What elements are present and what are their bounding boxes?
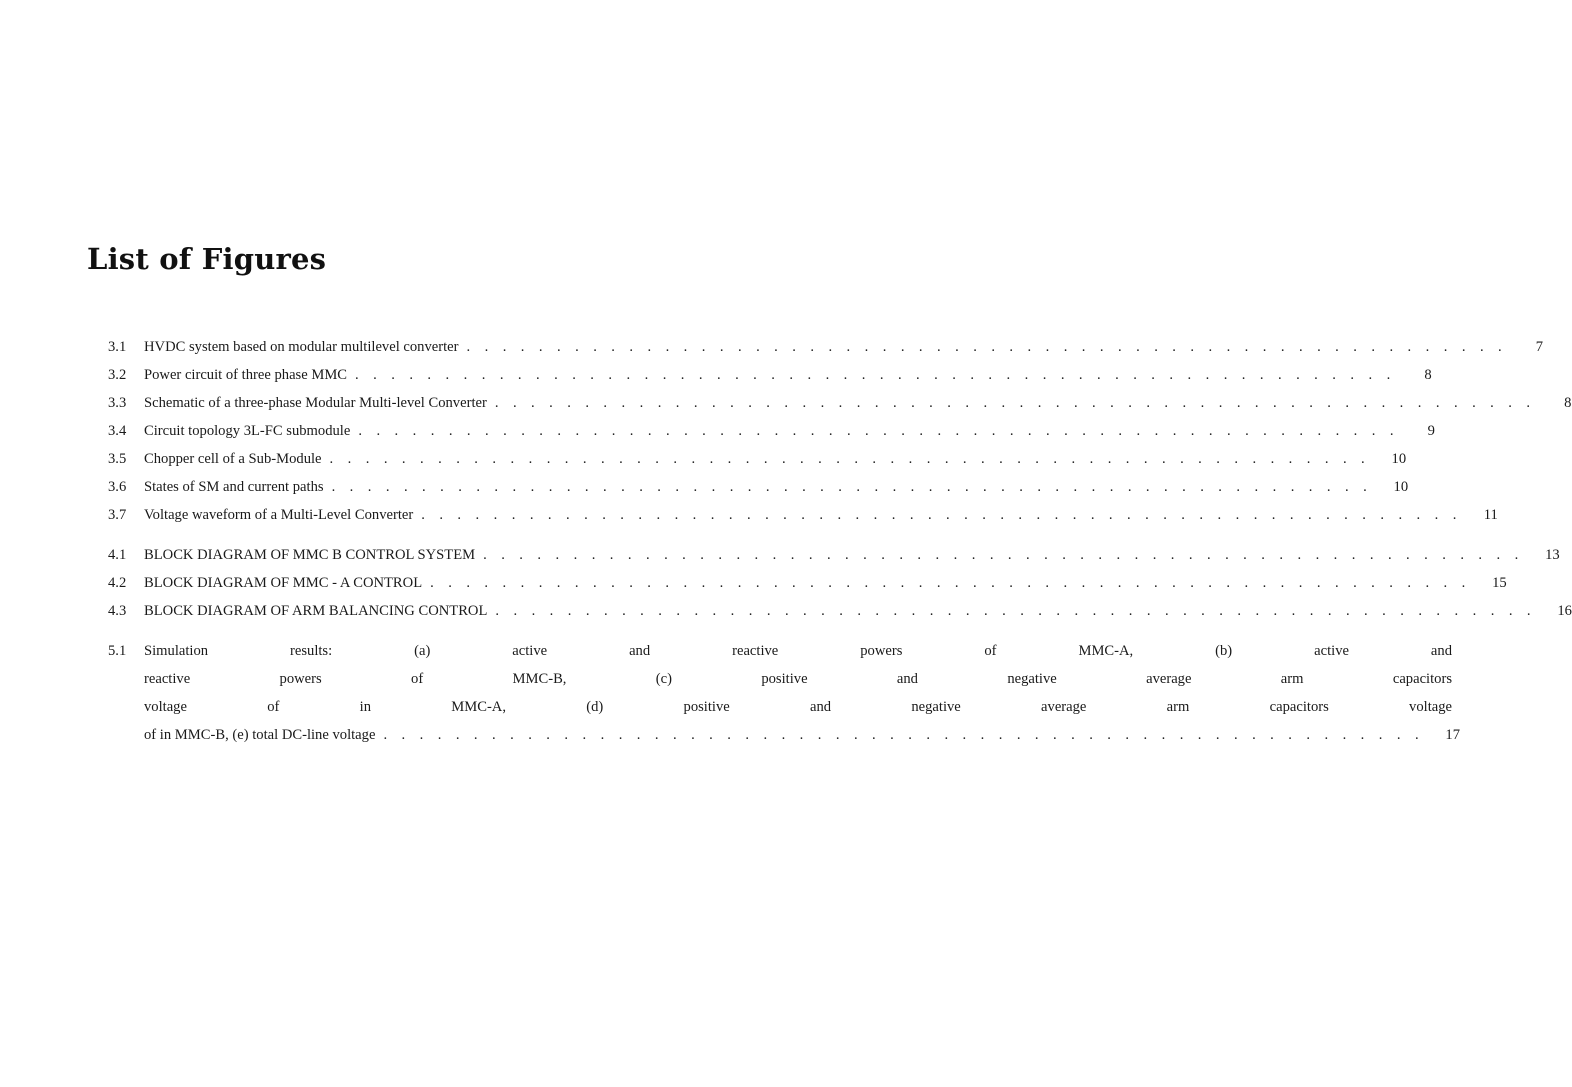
dot-leader: . . . . . . . . . . . . . . . . . . . . . . . . . . . . . . . . . . . . . . . . . . . . . . . . . . . . . . . . . . <box>494 395 1536 411</box>
figure-entry-3-6[interactable] <box>108 473 1409 501</box>
figure-entry-4-2[interactable] <box>108 569 1507 597</box>
caption-line: reactive powers of MMC-B, (c) positive and negative average arm capacitors <box>144 671 1452 687</box>
figure-number: 4.3 <box>108 603 127 619</box>
caption-line: Simulation results: (a) active and reactive powers of MMC-A, (b) active and <box>144 643 1452 659</box>
page-number: 10 <box>1391 451 1407 467</box>
figure-number: 4.1 <box>108 547 127 563</box>
figure-number: 4.2 <box>108 575 127 591</box>
figure-entry-4-1[interactable] <box>108 541 1560 569</box>
figure-caption <box>144 637 1460 749</box>
page-number: 11 <box>1483 507 1498 523</box>
page-number: 8 <box>1424 367 1432 383</box>
figure-number: 3.4 <box>108 423 127 439</box>
caption-line: of in MMC-B, (e) total DC-line voltage <box>144 727 376 743</box>
caption-last-line <box>144 721 1460 749</box>
figure-number: 3.7 <box>108 507 127 523</box>
figure-number: 3.3 <box>108 395 127 411</box>
page-number: 7 <box>1535 339 1544 355</box>
figure-entry-3-3[interactable] <box>108 389 1572 417</box>
dot-leader: . . . . . . . . . . . . . . . . . . . . . . . . . . . . . . . . . . . . . . . . . . . . . . . . . . . . . . . . . . <box>331 479 1373 495</box>
figure-entry-5-1[interactable] <box>108 637 1461 749</box>
dot-leader: . . . . . . . . . . . . . . . . . . . . . . . . . . . . . . . . . . . . . . . . . . . . . . . . . . . . . . . . . . <box>466 339 1508 355</box>
figure-entry-3-1[interactable] <box>108 333 1544 361</box>
page-number: 9 <box>1427 423 1435 439</box>
page-number: 8 <box>1564 395 1572 411</box>
figure-entry-4-3[interactable] <box>108 597 1572 625</box>
figure-caption: HVDC system based on modular multilevel converter <box>144 339 459 355</box>
figure-number: 3.2 <box>108 367 127 383</box>
page-number: 10 <box>1393 479 1409 495</box>
dot-leader: . . . . . . . . . . . . . . . . . . . . . . . . . . . . . . . . . . . . . . . . . . . . . . . . . . . . . . . . . . <box>483 547 1524 563</box>
figure-entry-3-2[interactable] <box>108 361 1432 389</box>
caption-line: voltage of in MMC-A, (d) positive and negative average arm capacitors voltage <box>144 699 1452 715</box>
page-number: 15 <box>1492 575 1507 591</box>
dot-leader: . . . . . . . . . . . . . . . . . . . . . . . . . . . . . . . . . . . . . . . . . . . . . . . . . . . . . . . . . . <box>383 727 1425 743</box>
figure-entry-3-4[interactable] <box>108 417 1435 445</box>
figure-number: 3.5 <box>108 451 127 467</box>
figure-caption: Chopper cell of a Sub-Module <box>144 451 322 467</box>
figure-caption: Schematic of a three-phase Modular Multi-level Converter <box>144 395 487 411</box>
page-number: 13 <box>1545 547 1560 563</box>
figure-caption: States of SM and current paths <box>144 479 324 495</box>
page-title: List of Figures <box>87 242 327 276</box>
figure-number: 3.6 <box>108 479 127 495</box>
figure-number: 3.1 <box>108 339 127 355</box>
dot-leader: . . . . . . . . . . . . . . . . . . . . . . . . . . . . . . . . . . . . . . . . . . . . . . . . . . . . . . . . . . <box>495 603 1536 619</box>
dot-leader: . . . . . . . . . . . . . . . . . . . . . . . . . . . . . . . . . . . . . . . . . . . . . . . . . . . . . . . . . . <box>421 507 1462 523</box>
dot-leader: . . . . . . . . . . . . . . . . . . . . . . . . . . . . . . . . . . . . . . . . . . . . . . . . . . . . . . . . . . <box>355 367 1396 383</box>
page-number: 17 <box>1445 727 1461 743</box>
group-spacer <box>108 529 692 541</box>
group-spacer <box>108 625 692 637</box>
list-of-figures <box>108 333 1572 749</box>
figure-caption: Circuit topology 3L-FC submodule <box>144 423 351 439</box>
dot-leader: . . . . . . . . . . . . . . . . . . . . . . . . . . . . . . . . . . . . . . . . . . . . . . . . . . . . . . . . . . <box>329 451 1371 467</box>
figure-caption: BLOCK DIAGRAM OF ARM BALANCING CONTROL <box>144 603 488 619</box>
figure-number: 5.1 <box>108 643 127 659</box>
dot-leader: . . . . . . . . . . . . . . . . . . . . . . . . . . . . . . . . . . . . . . . . . . . . . . . . . . . . . . . . . . <box>430 575 1471 591</box>
figure-caption: BLOCK DIAGRAM OF MMC - A CONTROL <box>144 575 423 591</box>
figure-caption: BLOCK DIAGRAM OF MMC B CONTROL SYSTEM <box>144 547 476 563</box>
figure-entry-3-5[interactable] <box>108 445 1407 473</box>
figure-entry-3-7[interactable] <box>108 501 1498 529</box>
page-number: 16 <box>1557 603 1572 619</box>
dot-leader: . . . . . . . . . . . . . . . . . . . . . . . . . . . . . . . . . . . . . . . . . . . . . . . . . . . . . . . . . . <box>358 423 1399 439</box>
figure-caption: Power circuit of three phase MMC <box>144 367 348 383</box>
figure-caption: Voltage waveform of a Multi-Level Converter <box>144 507 414 523</box>
